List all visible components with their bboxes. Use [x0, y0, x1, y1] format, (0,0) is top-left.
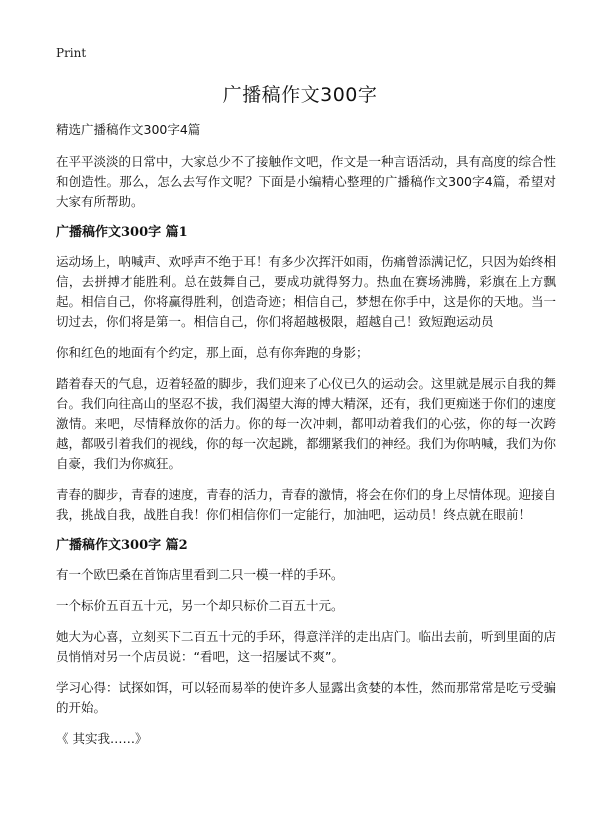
section-heading: 广播稿作文300字 篇2 [56, 538, 188, 553]
paragraph: 踏着春天的气息，迈着轻盈的脚步，我们迎来了心仪已久的运动会。这里就是展示自我的舞台。我们向往高山的坚忍不拔，我们渴望大海的博大精深，还有，我们更痴迷于你们的速度激情。来吧，尽情释放你的活力。你的每一次冲刺，都叩动着我们的心弦，你的每一次跨越，都吸引着我们的视线，你的每一次起跳，都绷紧我们的神经。我们为你呐喊，我们为你自豪，我们为你疯狂。 [56, 376, 557, 471]
paragraph: 学习心得：试探如饵，可以轻而易举的使许多人显露出贪婪的本性，然而那常常是吃亏受骗的开始。 [56, 680, 557, 715]
print-link[interactable]: Print [56, 46, 87, 60]
paragraph: 一个标价五百五十元，另一个却只标价二百五十元。 [56, 598, 344, 613]
section-heading: 广播稿作文300字 篇1 [56, 225, 188, 240]
section-1 [56, 223, 556, 525]
article-body [56, 120, 556, 749]
paragraph: 你和红色的地面有个约定，那上面，总有你奔跑的身影； [56, 345, 369, 360]
paragraph: 有一个欧巴桑在首饰店里看到二只一模一样的手环。 [56, 567, 344, 582]
page-title: 广播稿作文300字 [222, 84, 378, 106]
article-subtitle: 精选广播稿作文300字4篇 [56, 122, 201, 137]
section-2 [56, 536, 556, 718]
more-link[interactable]: 《 其实我……》 [56, 731, 148, 746]
paragraph: 她大为心喜，立刻买下二百五十元的手环，得意洋洋的走出店门。临出去前，听到里面的店员悄悄对另一个店员说：“看吧，这一招屡试不爽”。 [56, 629, 557, 664]
paragraph: 运动场上，呐喊声、欢呼声不绝于耳！有多少次挥汗如雨，伤痛曾添满记忆，只因为始终相信，去拼搏才能胜利。总在鼓舞自己，要成功就得努力。热血在赛场沸腾，彩旗在上方飘起。相信自己，你将赢得胜利，创造奇迹；相信自己，梦想在你手中，这是你的天地。当一切过去，你们将是第一。相信自己，你们将超越极限，超越自己！致短跑运动员 [56, 254, 557, 329]
intro-paragraph: 在平平淡淡的日常中，大家总少不了接触作文吧，作文是一种言语活动，具有高度的综合性和创造性。那么，怎么去写作文呢？下面是小编精心整理的广播稿作文300字4篇，希望对大家有所帮助。 [56, 154, 557, 209]
paragraph: 青春的脚步，青春的速度，青春的活力，青春的激情，将会在你们的身上尽情体现。迎接自我，挑战自我，战胜自我！你们相信你们一定能行，加油吧，运动员！终点就在眼前！ [56, 487, 557, 522]
